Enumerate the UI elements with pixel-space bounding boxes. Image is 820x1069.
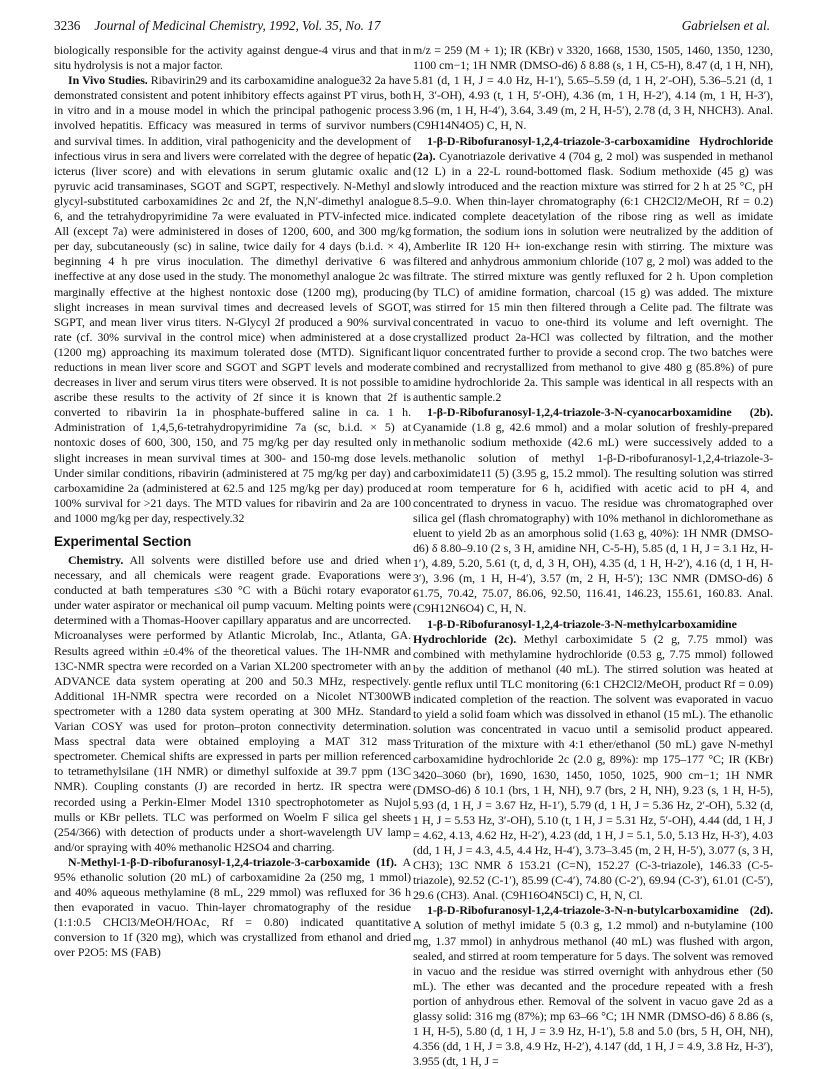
run-in-heading: 1-β-D-Ribofuranosyl-1,2,4-triazole-3-N-cyanocarboxamidine (2b).	[427, 405, 773, 420]
paragraph-text: All solvents were distilled before use and dried when necessary, and all chemicals were reagent grade. Evaporations were conducted at bath temperatures ≤30 °C with a Büchi rotary evaporator under water aspirator or mechanical oil pump vacuum. Melting points were determined with a Thomas-Hoover capillary apparatus and are uncorrected. Microanalyses were performed by Atlantic Microlab, Inc., Atlanta, GA. Results agreed within ±0.4% of the theoretical values. The 1H-NMR and 13C-NMR spectra were recorded on a Varian XL200 spectrometer with an ADVANCE data system operating at 200 and 50.3 MHz, respectively. Additional 1H-NMR spectra were recorded on a Nicolet NT300WB spectrometer with a 1280 data system operating at 300 MHz. Standard Varian COSY was used for proton–proton connectivity determination. Mass spectral data were obtained employing a MAT 312 mass spectrometer. Chemical shifts are expressed in parts per million referenced to tetramethylsilane (1H NMR) or dimethyl sulfoxide at 39.7 ppm (13C NMR). Coupling constants (J) are recorded in hertz. IR spectra were recorded using a Perkin-Elmer Model 1310 spectrophotometer as Nujol mulls or KBr pellets. TLC was performed on Woelm F silica gel sheets (254/366) with detection of products under a short-wavelength UV lamp and/or spraying with 40% methanolic H2SO4 and charring.	[54, 553, 411, 854]
paragraph-text: Cyanamide (1.8 g, 42.6 mmol) and a molar solution of freshly-prepared methanolic sodium methoxide (42.6 mL) were successively added to a methanolic solution of methyl 1-β-D-ribofuranosyl-1,2,4-triazole-3-carboximidate11 (5) (3.95 g, 15.2 mmol). The resulting solution was stirred at room temperature for 6 h, acidified with acetic acid to pH 4, and concentrated to dryness in vacuo. The residue was chromatographed over silica gel (flash chromatography) with 10% methanol in dichloromethane as eluent to yield 2b as an amorphous solid (1.63 g, 40%): 1H NMR (DMSO-d6) δ 8.80–9.10 (2 s, 3 H, amidine NH, C-5-H), 5.85 (d, 1 H, J = 3.1 Hz, H-1′), 4.89, 5.20, 5.61 (t, d, d, 3 H, OH), 4.35 (d, 1 H, H-2′), 4.16 (d, 1 H, H-3′), 3.96 (m, 1 H, H-4′), 3.57 (m, 2 H, H-5′); 13C NMR (DMSO-d6) δ 61.75, 70.42, 75.07, 86.06, 92.50, 116.41, 146.23, 155.61, 160.83. Anal. (C9H12N6O4) C, H, N.	[413, 420, 773, 616]
paragraph-in-vivo	[54, 73, 411, 526]
right-column	[413, 43, 773, 1069]
run-in-heading: N-Methyl-1-β-D-ribofuranosyl-1,2,4-triazole-3-carboxamide (1f).	[68, 854, 397, 869]
paragraph-text: A 95% ethanolic solution (20 mL) of carboxamidine 2a (250 mg, 1 mmol) and 40% aqueous methylamine (8 mL, 229 mmol) was refluxed for 36 h then evaporated in vacuo. Thin-layer chromatography of the residue (1:1:0.5 CHCl3/MeOH/HOAc, Rf = 0.80) indicated quantitative conversion to 1f (320 mg), which was crystallized from ethanol and dried over P2O5: MS (FAB)	[54, 854, 411, 960]
paragraph: m/z = 259 (M + 1); IR (KBr) ν 3320, 1668, 1530, 1505, 1460, 1350, 1230, 1100 cm−1; 1H NMR (DMSO-d6) δ 8.88 (s, 1 H, C5-H), 8.47 (d, 1 H, NH), 5.81 (d, 1 H, J = 4.0 Hz, H-1′), 5.65–5.59 (d, 1 H, 2′-OH), 5.36–5.21 (d, 1 H, 3′-OH), 4.93 (t, 1 H, 5′-OH), 4.36 (m, 1 H, H-2′), 4.14 (m, 1 H, H-3′), 3.96 (m, 1 H, H-4′), 3.64, 3.49 (m, 2 H, H-5′), 2.78 (d, 3 H, NHCH3). Anal. (C9H14N4O5) C, H, N.	[413, 43, 773, 133]
section-title: Experimental Section	[54, 534, 192, 549]
paragraph-compound-2a	[413, 134, 773, 406]
paragraph-compound-2b	[413, 405, 773, 616]
run-in-heading: 1-β-D-Ribofuranosyl-1,2,4-triazole-3-carboxamidine Hydrochloride (2a).	[413, 133, 773, 163]
running-authors: Gabrielsen et al.	[681, 18, 770, 33]
paragraph-chemistry	[54, 553, 411, 855]
left-column	[54, 43, 411, 1055]
paragraph-compound-1f	[54, 855, 411, 961]
paragraph-text: Methyl carboximidate 5 (2 g, 7.75 mmol) was combined with methylamine hydrochloride (0.53 g, 7.75 mmol) followed by the addition of methanol (40 mL). The stirred solution was heated at gentle reflux until TLC monitoring (6:1 CH2Cl2/MeOH, product Rf = 0.09) indicated completion of the reaction. The solvent was evaporated in vacuo to yield a solid foam which was dissolved in ethanol (15 mL). The ethanolic solution was concentrated in vacuo until a semisolid product appeared. Trituration of the mixture with 4:1 ether/ethanol (50 mL) gave N-methyl carboxamidine hydrochloride 2c (2.0 g, 89%): mp 175–177 °C; IR (KBr) 3420–3060 (br), 1690, 1630, 1450, 1050, 1025, 900 cm−1; 1H NMR (DMSO-d6) δ 10.1 (brs, 1 H, NH), 9.7 (brs, 2 H, NH), 9.23 (s, 1 H, H-5), 5.93 (d, 1 H, J = 3.67 Hz, H-1′), 5.79 (d, 1 H, J = 5.36 Hz, 2′-OH), 5.32 (d, 1 H, J = 5.53 Hz, 3′-OH), 5.10 (t, 1 H, J = 5.31 Hz, 5′-OH), 4.44 (dd, 1 H, J = 4.62, 4.13, 4.62 Hz, H-2′), 4.23 (dd, 1 H, J = 5.1, 5.0, 5.13 Hz, H-3′), 4.03 (dd, 1 H, J = 4.3, 4.5, 4.4 Hz, H-4′), 3.73–3.45 (m, 2 H, H-5′), 3.077 (s, 3 H, CH3); 13C NMR δ 153.21 (C=N), 152.27 (C-3-triazole), 146.33 (C-5-triazole), 92.52 (C-1′), 85.99 (C-4′), 74.80 (C-2′), 69.94 (C-3′), 61.01 (C-5′), 29.6 (CH3). Anal. (C9H16O4N5Cl) C, H, N, Cl.	[413, 631, 773, 903]
paragraph-text: A solution of methyl imidate 5 (0.3 g, 1.2 mmol) and n-butylamine (100 mg, 1.37 mmol) in anhydrous methanol (40 mL) was flushed with argon, sealed, and stirred at room temperature for 5 days. The solvent was removed in vacuo and the residue was stirred overnight with anhydrous ether (50 mL). The ether was decanted and the procedure repeated with a fresh portion of anhydrous ether. Removal of the solvent in vacuo gave 2d as a glassy solid: 316 mg (87%); mp 63–66 °C; 1H NMR (DMSO-d6) δ 8.86 (s, 1 H, H-5), 5.80 (d, 1 H, J = 3.9 Hz, H-1′), 5.8 and 5.0 (brs, 5 H, OH, NH), 4.356 (dd, 1 H, J = 3.8, 4.9 Hz, H-2′), 4.147 (dd, 1 H, J = 4.9, 3.8 Hz, H-3′), 3.955 (dt, 1 H, J =	[413, 918, 773, 1069]
run-in-heading: 1-β-D-Ribofuranosyl-1,2,4-triazole-3-N-n-butylcarboxamidine (2d).	[427, 903, 773, 918]
run-in-heading: 1-β-D-Ribofuranosyl-1,2,4-triazole-3-N-methylcarboxamidine Hydrochloride (2c).	[413, 616, 737, 646]
run-in-heading: In Vivo Studies.	[68, 73, 148, 88]
page-number: 3236	[54, 18, 81, 33]
paragraph-text: Ribavirin29 and its carboxamidine analogue32 2a have demonstrated consistent and potent inhibitory effects against PT virus, both in vitro and in a mouse model in which the principal pathogenic process involved hepatitis. Efficacy was measured in terms of survivor numbers and survival times. In addition, viral pathogenicity and the development of infectious virus in sera and livers were correlated with the degree of hepatic icterus (liver score) and with elevations in serum glutamic oxalic and pyruvic acid transaminases, SGOT and SGPT, respectively. N-Methyl and glycyl-substituted carboxamidines 2c and 2f, the N,N′-dimethyl analogue 6, and the tetrahydropyrimidine 7a were evaluated in PTV-infected mice. All (except 7a) were administered in doses of 1200, 600, and 300 mg/kg per day, subcutaneously (sc) in saline, twice daily for 4 days (b.i.d. × 4), beginning 4 h pre virus inoculation. The dimethyl derivative 6 was ineffective at any dose used in the study. The monomethyl analogue 2c was marginally effective at the highest nontoxic dose (1200 mg), producing slight increases in mean survival times and decreased levels of SGOT, SGPT, and mean liver virus titers. N-Glycyl 2f produced a 90% survival rate (cf. 30% survival in the control mice) when administered at a dose (1200 mg) approaching its maximum tolerated dose (MTD). Significant reductions in mean liver score and SGOT and SGPT levels and moderate decreases in liver and serum virus titers were observed. It is not possible to ascribe these results to the activity of 2f since it is known that 2f is converted to ribavirin 1a in phosphate-buffered saline in ca. 1 h. Administration of 1,4,5,6-tetrahydropyrimidine 7a (sc, b.i.d. × 5) at nontoxic doses of 600, 300, 150, and 75 mg/kg per day resulted only in slight increases in mean survival times at 300- and 150-mg dose levels. Under similar conditions, ribavirin (administered at 75 mg/kg per day) and carboxamidine 2a (administered at 62.5 and 125 mg/kg per day) produced 100% survival for >21 days. The MTD values for ribavirin and 2a are 100 and 1000 mg/kg per day, respectively.32	[54, 73, 411, 525]
journal-citation: Journal of Medicinal Chemistry, 1992, Vol. 35, No. 17	[94, 18, 381, 33]
paragraph: biologically responsible for the activity against dengue-4 virus and that in situ hydrolysis is not a major factor.	[54, 43, 411, 73]
paragraph-text: Cyanotriazole derivative 4 (704 g, 2 mol) was suspended in methanol (12 L) in a 22-L round-bottomed flask. Sodium methoxide (45 g) was slowly introduced and the reaction mixture was stirred for 2 h at 25 °C, pH 8.5–9.0. When thin-layer chromatography (6:1 CH2Cl2/MeOH, Rf = 0.2) indicated complete deacetylation of the ribose ring as well as imidate formation, the sodium ions in solution were neutralized by the addition of Amberlite IR 120 H+ ion-exchange resin with stirring. The mixture was filtered and anhydrous ammonium chloride (107 g, 2 mol) was added to the filtrate. The stirred mixture was gently refluxed for 2 h. Upon completion (by TLC) of amidine formation, charcoal (15 g) was added. The mixture was stirred for 15 min then filtered through a Celite pad. The filtrate was concentrated in vacuo to one-third its volume and left overnight. The crystallized product 2a-HCl was collected by filtration, and the mother liquor concentrated further to provide a second crop. The two batches were combined and recrystallized from methanol to give 480 g (85.8%) of pure amidine hydrochloride 2a. This sample was identical in all respects with an authentic sample.2	[413, 148, 773, 405]
running-header	[54, 17, 770, 35]
run-in-heading: Chemistry.	[68, 553, 124, 567]
paragraph-compound-2d	[413, 903, 773, 1069]
paragraph-compound-2c	[413, 617, 773, 904]
